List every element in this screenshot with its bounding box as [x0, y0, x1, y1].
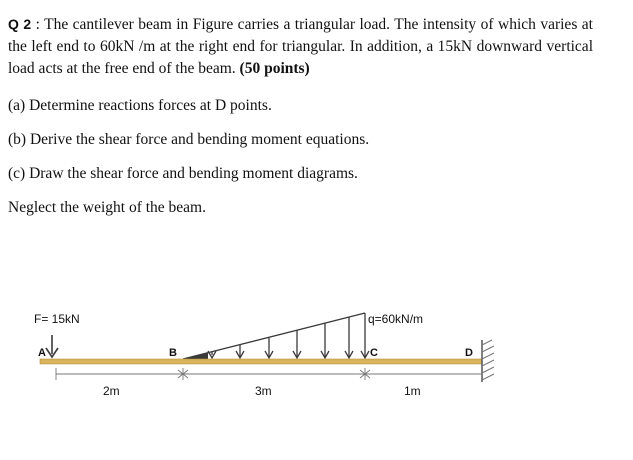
- question-body: The cantilever beam in Figure carries a triangular load. The intensity of which varies at the left end to 60kN /m at the right end for triangular. In addition, a 15kN downward vertical load acts at the free end of the beam.: [8, 16, 593, 77]
- part-c-text: (c) Draw the shear force and bending moment diagrams.: [8, 165, 358, 182]
- dim-cd-label: 1m: [404, 384, 421, 398]
- point-b-label: B: [169, 347, 177, 359]
- beam: [40, 359, 482, 364]
- question-separator: :: [31, 16, 45, 33]
- dim-ab-label: 2m: [103, 384, 120, 398]
- distributed-load-arrows: [208, 317, 369, 358]
- force-label: F= 15kN: [34, 312, 80, 326]
- point-d-label: D: [465, 347, 473, 359]
- neglect-note: Neglect the weight of the beam.: [8, 199, 206, 216]
- triangular-load: [183, 313, 365, 359]
- point-a-label: A: [38, 347, 46, 359]
- question-label: Q 2: [8, 16, 32, 32]
- part-a-text: (a) Determine reactions forces at D points.: [8, 97, 272, 114]
- question-points: (50 points): [239, 60, 310, 77]
- dim-bc-label: 3m: [255, 384, 272, 398]
- fixed-support: [482, 340, 494, 382]
- load-label: q=60kN/m: [368, 312, 424, 326]
- dimension-line: [56, 368, 482, 380]
- part-b-text: (b) Derive the shear force and bending moment equations.: [8, 131, 370, 148]
- point-c-label: C: [370, 347, 378, 359]
